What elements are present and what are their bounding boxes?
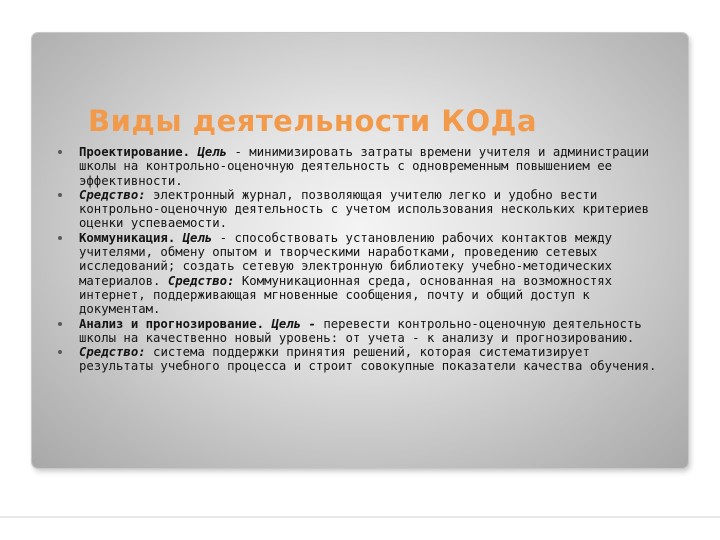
bullet-text-segment: Проектирование.	[79, 145, 198, 159]
bullet-dot-icon	[58, 150, 62, 154]
bullet-text-segment: Цель	[182, 230, 213, 245]
bullet-dot-icon	[58, 236, 62, 240]
bullet-item	[58, 317, 662, 346]
bullet-dot-icon	[58, 193, 62, 197]
bullet-text-segment: Коммуникационная среда, основанная на возможностях интернет, поддерживающая мгновенные сообщения, почту и общий доступ к документам.	[79, 273, 613, 317]
bullet-text-segment: Цель	[197, 145, 228, 159]
divider	[0, 516, 720, 518]
slide-title: Виды деятельности КОДа	[88, 104, 538, 138]
bullet-item	[58, 145, 662, 188]
bullet-item	[58, 188, 662, 231]
bullet-text-segment: Средство:	[167, 273, 235, 288]
bullet-text-segment: - минимизировать затраты времени учителя и администрации школы на контрольно-оценочную деятельность с одновременным повышением ее эффективности.	[79, 145, 650, 188]
bullet-text-segment: перевести контрольно-оценочную деятельность школы на качественно новый уровень: от учета - к анализу и прогнозированию.	[79, 316, 642, 345]
bullet-text-segment: система поддержки принятия решений, которая систематизирует результаты учебного процесса и строит совокупные показатели качества обучения.	[79, 345, 657, 374]
bullet-item	[58, 345, 662, 374]
bullet-dot-icon	[58, 322, 62, 326]
bullet-text-segment: Средство:	[79, 187, 146, 202]
bullet-text-segment: Средство:	[79, 345, 146, 360]
bullet-text-segment: электронный журнал, позволяющая учителю легко и удобно вести контрольно-оценочную деятельность с учетом использования нескольких критериев оценки успеваемости.	[79, 187, 650, 231]
bullet-text-segment: - способствовать установлению рабочих контактов между учителями, обмену опытом и творческими наработками, проведению сетевых исследований; создать сетевую электронную библиотеку учебно-методических материалов.	[79, 230, 613, 288]
bullet-text-segment: Анализ и прогнозирование.	[79, 316, 272, 331]
bullet-text-segment: Коммуникация.	[79, 230, 183, 245]
bullet-list	[58, 145, 662, 374]
bullet-text-segment: Цель -	[271, 316, 316, 331]
bullet-item	[58, 231, 662, 317]
bullet-dot-icon	[58, 350, 62, 354]
